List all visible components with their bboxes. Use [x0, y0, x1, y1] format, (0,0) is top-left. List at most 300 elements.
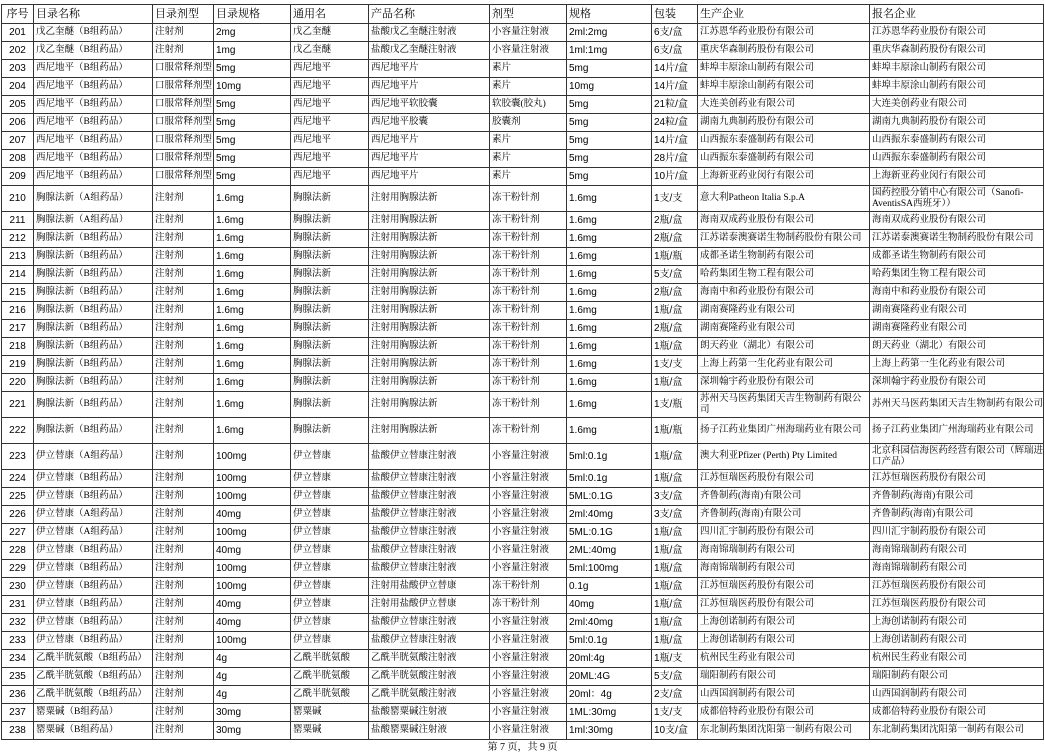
table-row — [2, 338, 1044, 356]
cell-product-name: 盐酸罂粟碱注射液 — [369, 704, 490, 722]
cell-spec: 5ML:0.1G — [567, 488, 652, 506]
cell-catalog-spec: 30mg — [214, 704, 291, 722]
cell-catalog-name: 西尼地平（B组药品） — [34, 132, 153, 150]
cell-packaging: 3支/盒 — [652, 506, 698, 524]
cell-packaging: 2瓶/盒 — [652, 320, 698, 338]
cell-generic-name: 伊立替康 — [291, 578, 369, 596]
cell-manufacturer: 苏州天马医药集团天吉生物制药有限公司 — [698, 392, 870, 418]
cell-seq: 207 — [2, 132, 34, 150]
cell-catalog-name: 西尼地平（B组药品） — [34, 168, 153, 186]
cell-packaging: 1瓶/盒 — [652, 632, 698, 650]
cell-applicant: 江苏恩华药业股份有限公司 — [870, 24, 1044, 42]
cell-catalog-form: 口服常释剂型 — [153, 96, 214, 114]
cell-spec: 10mg — [567, 78, 652, 96]
cell-manufacturer: 海南中和药业股份有限公司 — [698, 284, 870, 302]
cell-manufacturer: 朗天药业（湖北）有限公司 — [698, 338, 870, 356]
cell-product-name: 注射用胸腺法新 — [369, 266, 490, 284]
cell-generic-name: 西尼地平 — [291, 114, 369, 132]
cell-catalog-spec: 100mg — [214, 488, 291, 506]
table-row — [2, 42, 1044, 60]
cell-product-name: 注射用胸腺法新 — [369, 338, 490, 356]
cell-packaging: 14片/盒 — [652, 78, 698, 96]
cell-catalog-spec: 5mg — [214, 60, 291, 78]
table-header-row — [2, 5, 1044, 24]
cell-applicant: 湖南赛隆药业有限公司 — [870, 302, 1044, 320]
table-row — [2, 686, 1044, 704]
cell-spec: 5mg — [567, 60, 652, 78]
cell-dosage-form: 冻干粉针剂 — [490, 374, 567, 392]
cell-manufacturer: 蚌埠丰原涂山制药有限公司 — [698, 60, 870, 78]
cell-generic-name: 胸腺法新 — [291, 230, 369, 248]
cell-catalog-name: 伊立替康（A组药品） — [34, 524, 153, 542]
cell-catalog-spec: 5mg — [214, 132, 291, 150]
cell-product-name: 西尼地平软胶囊 — [369, 96, 490, 114]
cell-dosage-form: 素片 — [490, 78, 567, 96]
cell-applicant: 齐鲁制药(海南)有限公司 — [870, 488, 1044, 506]
cell-generic-name: 胸腺法新 — [291, 186, 369, 212]
cell-applicant: 海南中和药业股份有限公司 — [870, 284, 1044, 302]
cell-manufacturer: 上海新亚药业闵行有限公司 — [698, 168, 870, 186]
cell-generic-name: 伊立替康 — [291, 560, 369, 578]
cell-spec: 5ml:0.1g — [567, 444, 652, 470]
cell-catalog-spec: 100mg — [214, 632, 291, 650]
table-row — [2, 168, 1044, 186]
table-row — [2, 632, 1044, 650]
cell-product-name: 注射用胸腺法新 — [369, 320, 490, 338]
cell-seq: 218 — [2, 338, 34, 356]
cell-applicant: 齐鲁制药(海南)有限公司 — [870, 506, 1044, 524]
table-row — [2, 248, 1044, 266]
cell-catalog-spec: 1.6mg — [214, 338, 291, 356]
cell-catalog-form: 注射剂 — [153, 284, 214, 302]
cell-catalog-form: 注射剂 — [153, 356, 214, 374]
cell-spec: 40mg — [567, 596, 652, 614]
cell-dosage-form: 小容量注射液 — [490, 686, 567, 704]
cell-applicant: 扬子江药业集团广州海瑞药业有限公司 — [870, 418, 1044, 444]
cell-applicant: 江苏恒瑞医药股份有限公司 — [870, 578, 1044, 596]
cell-generic-name: 伊立替康 — [291, 632, 369, 650]
header-catalog-form: 目录剂型 — [153, 5, 214, 24]
cell-packaging: 1瓶/盒 — [652, 524, 698, 542]
cell-product-name: 盐酸罂粟碱注射液 — [369, 722, 490, 740]
table-row — [2, 60, 1044, 78]
cell-manufacturer: 江苏诺泰澳赛诺生物制药股份有限公司 — [698, 230, 870, 248]
cell-product-name: 注射用胸腺法新 — [369, 186, 490, 212]
cell-product-name: 盐酸戊乙奎醚注射液 — [369, 42, 490, 60]
cell-catalog-form: 注射剂 — [153, 506, 214, 524]
cell-manufacturer: 海南锦瑞制药有限公司 — [698, 542, 870, 560]
cell-generic-name: 伊立替康 — [291, 444, 369, 470]
cell-packaging: 1支/支 — [652, 186, 698, 212]
cell-catalog-form: 口服常释剂型 — [153, 132, 214, 150]
cell-product-name: 盐酸伊立替康注射液 — [369, 632, 490, 650]
cell-catalog-spec: 5mg — [214, 150, 291, 168]
cell-product-name: 注射用盐酸伊立替康 — [369, 596, 490, 614]
cell-catalog-name: 胸腺法新（B组药品） — [34, 302, 153, 320]
cell-generic-name: 罂粟碱 — [291, 722, 369, 740]
cell-spec: 0.1g — [567, 578, 652, 596]
cell-packaging: 28片/盒 — [652, 150, 698, 168]
cell-generic-name: 胸腺法新 — [291, 284, 369, 302]
cell-manufacturer: 上海上药第一生化药业有限公司 — [698, 356, 870, 374]
cell-catalog-spec: 1.6mg — [214, 212, 291, 230]
cell-manufacturer: 大连美创药业有限公司 — [698, 96, 870, 114]
cell-catalog-name: 伊立替康（B组药品） — [34, 596, 153, 614]
page-footer: 第 7 页，共 9 页 — [487, 742, 558, 753]
cell-manufacturer: 澳大利亚Pfizer (Perth) Pty Limited — [698, 444, 870, 470]
cell-generic-name: 伊立替康 — [291, 542, 369, 560]
cell-seq: 238 — [2, 722, 34, 740]
cell-dosage-form: 小容量注射液 — [490, 470, 567, 488]
cell-packaging: 2瓶/盒 — [652, 230, 698, 248]
table-row — [2, 392, 1044, 418]
cell-catalog-form: 注射剂 — [153, 24, 214, 42]
cell-applicant: 上海新亚药业闵行有限公司 — [870, 168, 1044, 186]
cell-spec: 1ml:1mg — [567, 42, 652, 60]
cell-seq: 236 — [2, 686, 34, 704]
cell-generic-name: 胸腺法新 — [291, 320, 369, 338]
cell-catalog-spec: 40mg — [214, 542, 291, 560]
cell-manufacturer: 东北制药集团沈阳第一制药有限公司 — [698, 722, 870, 740]
cell-catalog-form: 注射剂 — [153, 302, 214, 320]
table-row — [2, 542, 1044, 560]
table-row — [2, 284, 1044, 302]
cell-generic-name: 胸腺法新 — [291, 392, 369, 418]
table-row — [2, 524, 1044, 542]
cell-seq: 232 — [2, 614, 34, 632]
cell-seq: 234 — [2, 650, 34, 668]
cell-packaging: 1瓶/盒 — [652, 338, 698, 356]
table-row — [2, 418, 1044, 444]
cell-spec: 5mg — [567, 96, 652, 114]
table-body — [2, 24, 1044, 740]
cell-packaging: 1支/支 — [652, 704, 698, 722]
cell-catalog-form: 口服常释剂型 — [153, 150, 214, 168]
cell-seq: 226 — [2, 506, 34, 524]
cell-product-name: 盐酸伊立替康注射液 — [369, 470, 490, 488]
cell-manufacturer: 重庆华森制药股份有限公司 — [698, 42, 870, 60]
cell-manufacturer: 齐鲁制药(海南)有限公司 — [698, 488, 870, 506]
cell-catalog-form: 注射剂 — [153, 470, 214, 488]
cell-dosage-form: 小容量注射液 — [490, 632, 567, 650]
cell-generic-name: 胸腺法新 — [291, 302, 369, 320]
cell-spec: 1.6mg — [567, 284, 652, 302]
cell-catalog-spec: 4g — [214, 650, 291, 668]
header-packaging: 包装 — [652, 5, 698, 24]
cell-spec: 5mg — [567, 132, 652, 150]
cell-catalog-form: 注射剂 — [153, 524, 214, 542]
cell-dosage-form: 冻干粉针剂 — [490, 212, 567, 230]
cell-product-name: 注射用胸腺法新 — [369, 374, 490, 392]
cell-packaging: 6支/盒 — [652, 42, 698, 60]
header-spec: 规格 — [567, 5, 652, 24]
cell-catalog-name: 胸腺法新（B组药品） — [34, 284, 153, 302]
cell-manufacturer: 杭州民生药业有限公司 — [698, 650, 870, 668]
cell-product-name: 西尼地平片 — [369, 150, 490, 168]
cell-catalog-form: 注射剂 — [153, 374, 214, 392]
cell-catalog-name: 胸腺法新（B组药品） — [34, 356, 153, 374]
table-row — [2, 374, 1044, 392]
cell-product-name: 盐酸伊立替康注射液 — [369, 560, 490, 578]
cell-manufacturer: 海南锦瑞制药有限公司 — [698, 560, 870, 578]
cell-seq: 217 — [2, 320, 34, 338]
cell-catalog-name: 胸腺法新（A组药品） — [34, 186, 153, 212]
cell-applicant: 成都倍特药业股份有限公司 — [870, 704, 1044, 722]
cell-packaging: 1瓶/盒 — [652, 614, 698, 632]
cell-generic-name: 伊立替康 — [291, 614, 369, 632]
cell-applicant: 国药控股分销中心有限公司（Sanofi-AventisSA西班牙）） — [870, 186, 1044, 212]
cell-seq: 220 — [2, 374, 34, 392]
cell-seq: 215 — [2, 284, 34, 302]
cell-seq: 208 — [2, 150, 34, 168]
table-row — [2, 114, 1044, 132]
table-row — [2, 444, 1044, 470]
cell-dosage-form: 冻干粉针剂 — [490, 418, 567, 444]
cell-seq: 231 — [2, 596, 34, 614]
cell-catalog-name: 罂粟碱（B组药品） — [34, 722, 153, 740]
cell-catalog-name: 胸腺法新（B组药品） — [34, 320, 153, 338]
cell-catalog-spec: 100mg — [214, 578, 291, 596]
cell-seq: 225 — [2, 488, 34, 506]
cell-catalog-form: 注射剂 — [153, 614, 214, 632]
cell-seq: 221 — [2, 392, 34, 418]
cell-seq: 235 — [2, 668, 34, 686]
cell-dosage-form: 冻干粉针剂 — [490, 320, 567, 338]
cell-dosage-form: 冻干粉针剂 — [490, 186, 567, 212]
cell-catalog-name: 胸腺法新（B组药品） — [34, 230, 153, 248]
cell-spec: 2ml:2mg — [567, 24, 652, 42]
cell-catalog-spec: 100mg — [214, 560, 291, 578]
cell-catalog-form: 注射剂 — [153, 338, 214, 356]
cell-product-name: 注射用胸腺法新 — [369, 302, 490, 320]
cell-catalog-spec: 4g — [214, 668, 291, 686]
table-row — [2, 24, 1044, 42]
cell-dosage-form: 冻干粉针剂 — [490, 596, 567, 614]
table-row — [2, 596, 1044, 614]
cell-packaging: 21粒/盒 — [652, 96, 698, 114]
cell-applicant: 海南双成药业股份有限公司 — [870, 212, 1044, 230]
cell-catalog-name: 伊立替康（A组药品） — [34, 506, 153, 524]
cell-catalog-form: 口服常释剂型 — [153, 60, 214, 78]
cell-dosage-form: 冻干粉针剂 — [490, 392, 567, 418]
cell-catalog-spec: 1.6mg — [214, 418, 291, 444]
cell-applicant: 北京科园信海医药经营有限公司（辉瑞进口产品） — [870, 444, 1044, 470]
cell-catalog-form: 注射剂 — [153, 488, 214, 506]
cell-product-name: 西尼地平片 — [369, 168, 490, 186]
cell-catalog-name: 胸腺法新（B组药品） — [34, 266, 153, 284]
cell-catalog-spec: 40mg — [214, 506, 291, 524]
cell-applicant: 江苏恒瑞医药股份有限公司 — [870, 596, 1044, 614]
cell-catalog-name: 乙酰半胱氨酸（B组药品） — [34, 668, 153, 686]
cell-catalog-spec: 1.6mg — [214, 284, 291, 302]
cell-catalog-spec: 40mg — [214, 596, 291, 614]
cell-applicant: 上海创诺制药有限公司 — [870, 632, 1044, 650]
cell-generic-name: 乙酰半胱氨酸 — [291, 650, 369, 668]
cell-manufacturer: 瑞阳制药有限公司 — [698, 668, 870, 686]
cell-dosage-form: 小容量注射液 — [490, 704, 567, 722]
table-row — [2, 302, 1044, 320]
table-row — [2, 320, 1044, 338]
cell-applicant: 山西国润制药有限公司 — [870, 686, 1044, 704]
cell-generic-name: 西尼地平 — [291, 60, 369, 78]
cell-seq: 212 — [2, 230, 34, 248]
cell-manufacturer: 山西国润制药有限公司 — [698, 686, 870, 704]
cell-catalog-form: 注射剂 — [153, 650, 214, 668]
cell-catalog-name: 伊立替康（B组药品） — [34, 470, 153, 488]
cell-spec: 5mg — [567, 150, 652, 168]
cell-spec: 5ml:100mg — [567, 560, 652, 578]
cell-generic-name: 胸腺法新 — [291, 212, 369, 230]
cell-catalog-name: 伊立替康（A组药品） — [34, 444, 153, 470]
cell-spec: 5ML:0.1G — [567, 524, 652, 542]
cell-seq: 209 — [2, 168, 34, 186]
cell-packaging: 24粒/盒 — [652, 114, 698, 132]
cell-generic-name: 胸腺法新 — [291, 266, 369, 284]
header-manufacturer: 生产企业 — [698, 5, 870, 24]
cell-catalog-name: 西尼地平（B组药品） — [34, 114, 153, 132]
cell-applicant: 杭州民生药业有限公司 — [870, 650, 1044, 668]
cell-manufacturer: 江苏恩华药业股份有限公司 — [698, 24, 870, 42]
table-row — [2, 150, 1044, 168]
cell-catalog-form: 注射剂 — [153, 596, 214, 614]
cell-spec: 1.6mg — [567, 338, 652, 356]
cell-applicant: 上海上药第一生化药业有限公司 — [870, 356, 1044, 374]
cell-catalog-name: 乙酰半胱氨酸（B组药品） — [34, 686, 153, 704]
cell-manufacturer: 扬子江药业集团广州海瑞药业有限公司 — [698, 418, 870, 444]
cell-catalog-name: 伊立替康（B组药品） — [34, 578, 153, 596]
table-row — [2, 650, 1044, 668]
cell-generic-name: 胸腺法新 — [291, 248, 369, 266]
cell-applicant: 大连美创药业有限公司 — [870, 96, 1044, 114]
cell-generic-name: 罂粟碱 — [291, 704, 369, 722]
cell-catalog-spec: 5mg — [214, 96, 291, 114]
cell-product-name: 西尼地平胶囊 — [369, 114, 490, 132]
cell-generic-name: 伊立替康 — [291, 488, 369, 506]
cell-seq: 224 — [2, 470, 34, 488]
cell-applicant: 四川汇宇制药股份有限公司 — [870, 524, 1044, 542]
cell-manufacturer: 深圳翰宇药业股份有限公司 — [698, 374, 870, 392]
table-row — [2, 560, 1044, 578]
catalog-table — [1, 4, 1044, 740]
cell-catalog-form: 注射剂 — [153, 542, 214, 560]
cell-manufacturer: 蚌埠丰原涂山制药有限公司 — [698, 78, 870, 96]
cell-catalog-name: 西尼地平（B组药品） — [34, 78, 153, 96]
cell-dosage-form: 小容量注射液 — [490, 722, 567, 740]
cell-catalog-form: 注射剂 — [153, 722, 214, 740]
cell-catalog-form: 注射剂 — [153, 444, 214, 470]
cell-product-name: 盐酸伊立替康注射液 — [369, 506, 490, 524]
cell-dosage-form: 冻干粉针剂 — [490, 284, 567, 302]
cell-generic-name: 西尼地平 — [291, 168, 369, 186]
table-row — [2, 578, 1044, 596]
cell-seq: 222 — [2, 418, 34, 444]
cell-dosage-form: 小容量注射液 — [490, 488, 567, 506]
cell-catalog-spec: 1.6mg — [214, 374, 291, 392]
cell-dosage-form: 素片 — [490, 132, 567, 150]
cell-packaging: 1支/瓶 — [652, 392, 698, 418]
cell-seq: 205 — [2, 96, 34, 114]
table-row — [2, 668, 1044, 686]
table-row — [2, 96, 1044, 114]
cell-generic-name: 胸腺法新 — [291, 418, 369, 444]
cell-product-name: 注射用胸腺法新 — [369, 392, 490, 418]
cell-applicant: 湖南赛隆药业有限公司 — [870, 320, 1044, 338]
table-row — [2, 78, 1044, 96]
cell-generic-name: 西尼地平 — [291, 78, 369, 96]
cell-catalog-form: 注射剂 — [153, 186, 214, 212]
cell-catalog-form: 注射剂 — [153, 248, 214, 266]
cell-manufacturer: 意大利Patheon Italia S.p.A — [698, 186, 870, 212]
cell-packaging: 1瓶/瓶 — [652, 418, 698, 444]
cell-manufacturer: 齐鲁制药(海南)有限公司 — [698, 506, 870, 524]
cell-generic-name: 伊立替康 — [291, 506, 369, 524]
cell-manufacturer: 上海创诺制药有限公司 — [698, 632, 870, 650]
cell-applicant: 朗天药业（湖北）有限公司 — [870, 338, 1044, 356]
header-generic-name: 通用名 — [291, 5, 369, 24]
cell-catalog-spec: 100mg — [214, 470, 291, 488]
cell-generic-name: 伊立替康 — [291, 596, 369, 614]
cell-seq: 201 — [2, 24, 34, 42]
table-row — [2, 488, 1044, 506]
cell-product-name: 注射用胸腺法新 — [369, 418, 490, 444]
table-row — [2, 356, 1044, 374]
cell-seq: 211 — [2, 212, 34, 230]
cell-packaging: 1瓶/盒 — [652, 542, 698, 560]
table-row — [2, 722, 1044, 740]
cell-dosage-form: 小容量注射液 — [490, 506, 567, 524]
cell-dosage-form: 冻干粉针剂 — [490, 338, 567, 356]
cell-manufacturer: 上海创诺制药有限公司 — [698, 614, 870, 632]
cell-catalog-name: 胸腺法新（B组药品） — [34, 392, 153, 418]
cell-spec: 5ml:0.1g — [567, 470, 652, 488]
cell-applicant: 东北制药集团沈阳第一制药有限公司 — [870, 722, 1044, 740]
cell-catalog-spec: 30mg — [214, 722, 291, 740]
cell-catalog-spec: 5mg — [214, 168, 291, 186]
cell-dosage-form: 冻干粉针剂 — [490, 266, 567, 284]
cell-generic-name: 戊乙奎醚 — [291, 42, 369, 60]
cell-catalog-name: 胸腺法新（B组药品） — [34, 338, 153, 356]
cell-catalog-name: 伊立替康（B组药品） — [34, 560, 153, 578]
cell-catalog-name: 胸腺法新（B组药品） — [34, 418, 153, 444]
cell-dosage-form: 软胶囊(胶丸) — [490, 96, 567, 114]
cell-catalog-form: 口服常释剂型 — [153, 114, 214, 132]
cell-catalog-form: 口服常释剂型 — [153, 78, 214, 96]
cell-catalog-spec: 1mg — [214, 42, 291, 60]
cell-dosage-form: 冻干粉针剂 — [490, 248, 567, 266]
cell-product-name: 乙酰半胱氨酸注射液 — [369, 686, 490, 704]
cell-spec: 2ML:40mg — [567, 542, 652, 560]
cell-packaging: 1瓶/盒 — [652, 444, 698, 470]
cell-dosage-form: 冻干粉针剂 — [490, 230, 567, 248]
cell-manufacturer: 湖南九典制药股份有限公司 — [698, 114, 870, 132]
cell-packaging: 1瓶/盒 — [652, 578, 698, 596]
cell-packaging: 5支/盒 — [652, 266, 698, 284]
cell-catalog-spec: 10mg — [214, 78, 291, 96]
cell-applicant: 上海创诺制药有限公司 — [870, 614, 1044, 632]
cell-seq: 214 — [2, 266, 34, 284]
cell-dosage-form: 小容量注射液 — [490, 24, 567, 42]
cell-applicant: 海南锦瑞制药有限公司 — [870, 560, 1044, 578]
cell-applicant: 江苏恒瑞医药股份有限公司 — [870, 470, 1044, 488]
cell-dosage-form: 小容量注射液 — [490, 524, 567, 542]
cell-manufacturer: 四川汇宇制药股份有限公司 — [698, 524, 870, 542]
cell-packaging: 1瓶/盒 — [652, 470, 698, 488]
cell-catalog-spec: 1.6mg — [214, 320, 291, 338]
cell-catalog-form: 注射剂 — [153, 632, 214, 650]
cell-packaging: 1瓶/盒 — [652, 374, 698, 392]
cell-catalog-name: 西尼地平（B组药品） — [34, 150, 153, 168]
cell-packaging: 2支/盒 — [652, 686, 698, 704]
